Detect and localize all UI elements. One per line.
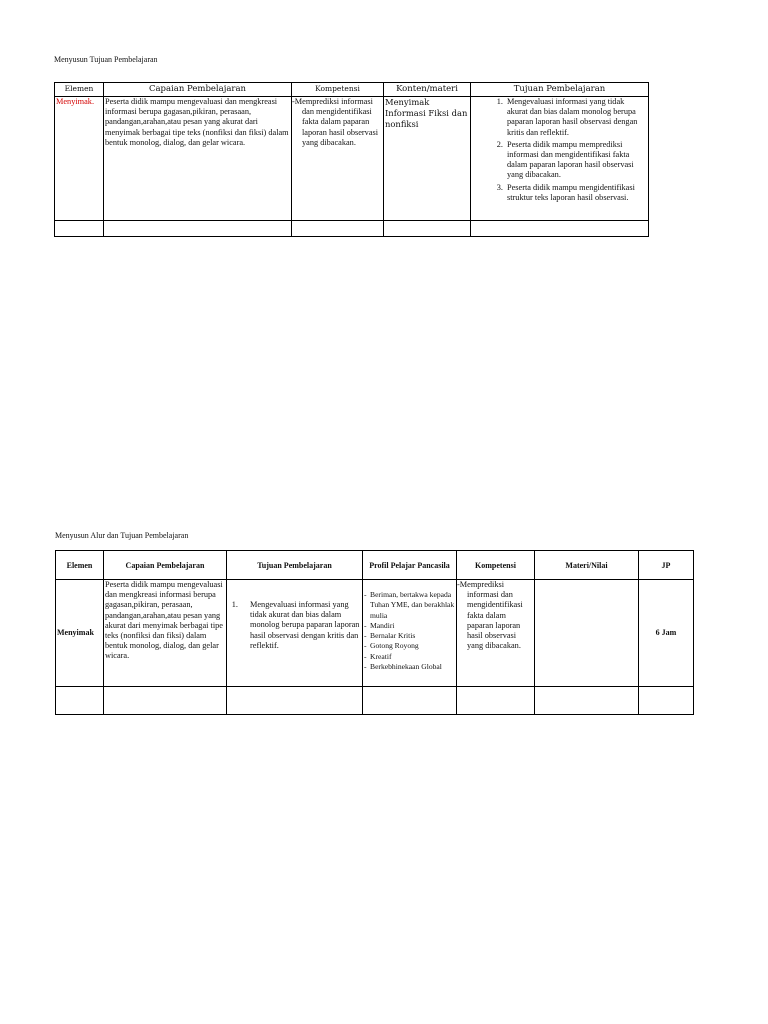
- elemen-cell: Menyimak: [56, 580, 104, 687]
- tujuan-pembelajaran-table: [54, 82, 649, 237]
- capaian-cell: Peserta didik mampu mengevaluasi dan mengkreasi informasi berupa gagasan,pikiran, perasaan, pandangan,arahan,atau pesan yang akurat dari menyimak berbagai tipe teks (nonfiksi dan fiksi) dalam bentuk monolog, dialog, dan gelar wicara.: [104, 580, 227, 687]
- list-item: - Bernalar Kritis: [364, 631, 455, 641]
- list-item: - Mandiri: [364, 621, 455, 631]
- alur-tujuan-table: [55, 550, 694, 715]
- profil-cell: [363, 580, 457, 687]
- tujuan-list: [228, 600, 361, 651]
- konten-cell: Menyimak Informasi Fiksi dan nonfiksi: [384, 97, 471, 221]
- header-elemen: Elemen: [55, 83, 104, 97]
- section2-caption: Menyusun Alur dan Tujuan Pembelajaran: [55, 531, 189, 540]
- list-item: 3. Peserta didik mampu mengidentifikasi struktur teks laporan hasil observasi.: [505, 183, 647, 203]
- header-capaian: Capaian Pembelajaran: [104, 551, 227, 580]
- list-item: - Berkebhinekaan Global: [364, 662, 455, 672]
- materi-cell: [535, 580, 639, 687]
- table-row-empty: [55, 221, 649, 237]
- table-row: [55, 97, 649, 221]
- table-header-row: [55, 83, 649, 97]
- header-elemen: Elemen: [56, 551, 104, 580]
- header-profil: Profil Pelajar Pancasila: [363, 551, 457, 580]
- header-jp: JP: [639, 551, 694, 580]
- list-item: - Beriman, bertakwa kepada Tuhan YME, dan berakhlak mulia: [364, 590, 455, 621]
- list-item: 1. Mengevaluasi informasi yang tidak akurat dan bias dalam monolog berupa paparan laporan hasil observasi dengan kritis dan reflektif.: [240, 600, 361, 651]
- kompetensi-cell: -Memprediksi informasi dan mengidentifikasi fakta dalam paparan laporan hasil observasi yang dibacakan.: [292, 97, 384, 221]
- header-capaian: Capaian Pembelajaran: [104, 83, 292, 97]
- header-tujuan: Tujuan Pembelajaran: [471, 83, 649, 97]
- list-item: - Kreatif: [364, 652, 455, 662]
- jp-cell: 6 Jam: [639, 580, 694, 687]
- tujuan-cell: [227, 580, 363, 687]
- table-row-empty: [56, 687, 694, 715]
- list-item: 1. Mengevaluasi informasi yang tidak akurat dan bias dalam monolog berupa paparan laporan hasil observasi dengan kritis dan reflektif.: [505, 97, 647, 138]
- tujuan-list: [472, 97, 647, 203]
- kompetensi-cell: -Memprediksi informasi dan mengidentifikasi fakta dalam paparan laporan hasil observasi yang dibacakan.: [457, 580, 535, 687]
- list-item: - Gotong Royong: [364, 641, 455, 651]
- header-materi: Materi/Nilai: [535, 551, 639, 580]
- header-konten: Konten/materi: [384, 83, 471, 97]
- section1-caption: Menyusun Tujuan Pembelajaran: [54, 55, 158, 64]
- elemen-cell: Menyimak.: [55, 97, 104, 221]
- header-kompetensi: Kompetensi: [457, 551, 535, 580]
- profil-list: [364, 580, 455, 672]
- capaian-cell: Peserta didik mampu mengevaluasi dan mengkreasi informasi berupa gagasan,pikiran, perasaan, pandangan,arahan,atau pesan yang akurat dari menyimak berbagai tipe teks (nonfiksi dan fiksi) dalam bentuk monolog, dialog, dan gelar wicara.: [104, 97, 292, 221]
- tujuan-cell: [471, 97, 649, 221]
- table-header-row: [56, 551, 694, 580]
- table-row: [56, 580, 694, 687]
- header-kompetensi: Kompetensi: [292, 83, 384, 97]
- list-item: 2. Peserta didik mampu memprediksi informasi dan mengidentifikasi fakta dalam paparan laporan hasil observasi yang dibacakan.: [505, 140, 647, 181]
- header-tujuan: Tujuan Pembelajaran: [227, 551, 363, 580]
